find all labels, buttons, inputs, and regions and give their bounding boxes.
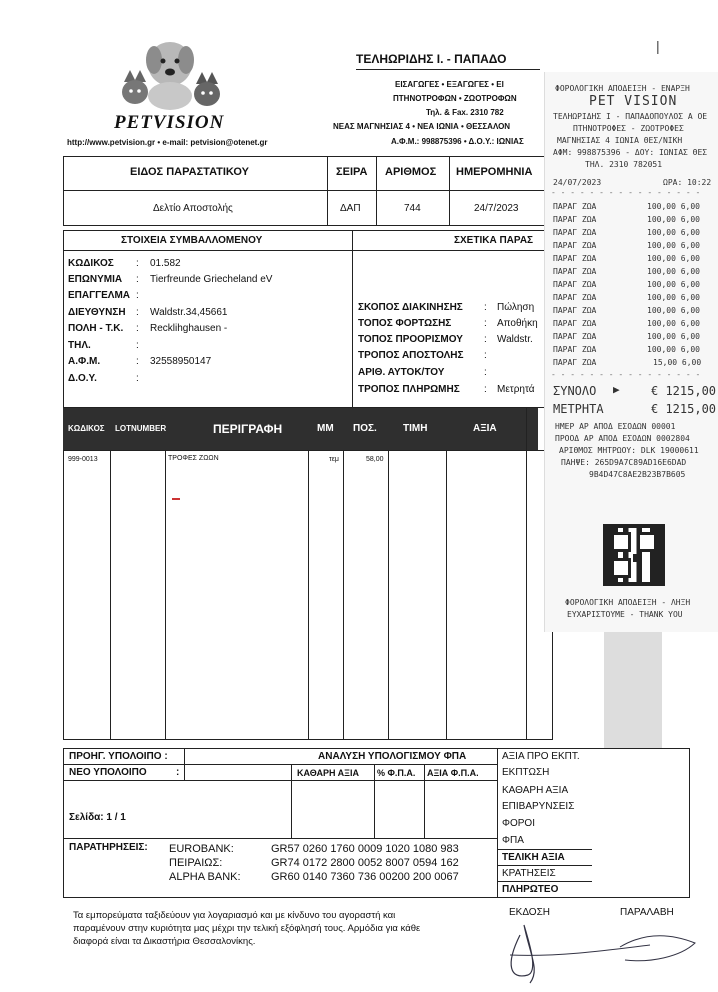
receipt-date: 24/07/2023	[553, 178, 602, 187]
col-value-header: ΑΞΙΑ	[473, 423, 497, 434]
customer-phone-label: ΤΗΛ.	[68, 340, 91, 351]
receipt-total-value: € 1215,00	[651, 384, 717, 398]
list-item: ΠΑΡΑΓ ΖΩΑ 100,00 6,00	[553, 215, 700, 224]
customer-city-label: ΠΟΛΗ - Τ.Κ.	[68, 323, 124, 334]
related-purpose-value: Πώληση	[497, 302, 535, 313]
receipt-time: ΩΡΑ: 10:22	[663, 178, 712, 187]
customer-code-label: ΚΩΔΙΚΟΣ	[68, 258, 114, 269]
fiscal-receipt: ΦΟΡΟΛΟΓΙΚΗ ΑΠΟΔΕΙΞΗ - ΕΝΑΡΞΗ PET VISION ΤΕΛΗΩΡΙΔΗΣ Ι - ΠΑΠΑΔΟΠΟΥΛΟΣ Α ΟΕ ΠΤΗΝΟΤΡΟΦΕΣ - ΖΩΟΤΡΟΦΕΣ ΜΑΓΝΗΣΙΑΣ 4 ΙΩΝΙΑ ΘΕΣ/ΝΙΚΗ ΑΦΜ: 998875396 - ΔΟΥ: ΙΩΝΙΑΣ ΘΕΣ ΤΗΛ. 2310 782051 24/07/2023 ΩΡΑ: 10:22 - - - - - - - - - - - - - - - - ΠΑΡΑΓ ΖΩΑ 100,00 6,00 ΠΑΡΑΓ ΖΩΑ 100,00 6,00 ΠΑΡΑΓ ΖΩΑ 100,00 6,00 ΠΑΡΑΓ ΖΩΑ 100,00 6,00 ΠΑΡΑΓ ΖΩΑ 100,00 6,00 ΠΑΡΑΓ ΖΩΑ 100,00 6,00 ΠΑΡΑΓ ΖΩΑ 100,00 6,00 ΠΑΡΑΓ ΖΩΑ 100,00 6,00 ΠΑΡΑΓ ΖΩΑ 100,00 6,00 ΠΑΡΑΓ ΖΩΑ 100,00 6,00 ΠΑΡΑΓ ΖΩΑ 100,00 6,00 ΠΑΡΑΓ ΖΩΑ 100,00 6,00 ΠΑΡΑΓ ΖΩΑ 15,00 6,00 - - - - - - - - - - - - - - - - ΣΥΝΟΛΟ ▶ € 1215,00 ΜΕΤΡΗΤΑ € 1215,00 ΗΜΕΡ ΑΡ ΑΠΟΔ ΕΣΟΔΩΝ 00001 ΠΡΟΟΔ ΑΡ ΑΠΟΔ ΕΣΟΔΩΝ 0002804 ΑΡΙΘΜΟΣ ΜΗΤΡΩΟΥ: DLK 19000611 ΠΑΗΨΕ: 265D9A7C89AD16E6DAD 9B4D47C8AE2B23B7B605 ΦΟΡΟΛΟΓΙΚΗ ΑΠΟΔΕΙΞΗ - ΛΗΞΗ ΕΥΧΑΡΙΣΤΟΥΜΕ - THANK YOU	[544, 72, 718, 632]
total-label: ΤΕΛΙΚΗ ΑΞΙΑ	[502, 852, 565, 863]
vat-title: ΑΝΑΛΥΣΗ ΥΠΟΛΟΓΙΣΜΟΥ ΦΠΑ	[318, 751, 467, 762]
doc-type-label: ΕΙΔΟΣ ΠΑΡΑΣΤΑΤΙΚΟΥ	[130, 166, 249, 178]
receipt-total-label: ΣΥΝΟΛΟ	[553, 384, 597, 398]
related-loading-value: Αποθήκη	[497, 318, 538, 329]
customer-profession-label: ΕΠΑΓΓΕΛΜΑ	[68, 290, 131, 301]
remarks-label: ΠΑΡΑΤΗΡΗΣΕΙΣ:	[69, 842, 148, 853]
doc-series-label: ΣΕΙΡΑ	[336, 166, 368, 178]
list-item: ΠΑΡΑΓ ΖΩΑ 100,00 6,00	[553, 202, 700, 211]
receipt-fiscal-1: ΗΜΕΡ ΑΡ ΑΠΟΔ ΕΣΟΔΩΝ 00001	[555, 422, 676, 431]
list-item: ΠΑΡΑΓ ΖΩΑ 100,00 6,00	[553, 241, 700, 250]
total-label: ΕΠΙΒΑΡΥΝΣΕΙΣ	[502, 801, 575, 812]
total-label: ΕΚΠΤΩΣΗ	[502, 767, 550, 778]
customer-afm-value: 32558950147	[150, 356, 212, 367]
receipt-cash-label: ΜΕΤΡΗΤΑ	[553, 402, 604, 416]
col-desc-header: ΠΕΡΙΓΡΑΦΗ	[213, 422, 283, 436]
list-item: ΠΑΡΑΓ ΖΩΑ 100,00 6,00	[553, 345, 700, 354]
receipt-header: ΦΟΡΟΛΟΓΙΚΗ ΑΠΟΔΕΙΞΗ - ΕΝΑΡΞΗ	[555, 84, 690, 93]
customer-code-value: 01.582	[150, 258, 181, 269]
page-number: Σελίδα: 1 / 1	[69, 812, 126, 823]
company-line-2: ΠΤΗΝΟΤΡΟΦΩΝ • ΖΩΟΤΡΟΦΩΝ	[393, 94, 517, 103]
customer-city-value: Recklihghausen -	[150, 323, 228, 334]
receipt-fiscal-5: 9B4D47C8AE2B23B7B605	[589, 470, 686, 479]
bank-name: ΠΕΙΡΑΙΩΣ:	[169, 857, 223, 869]
receipt-arrow-icon: ▶	[613, 383, 620, 396]
signature	[500, 905, 715, 985]
list-item: ΠΑΡΑΓ ΖΩΑ 15,00 6,00	[553, 358, 702, 367]
col-unit-header: ΜΜ	[317, 423, 334, 434]
row-unit: τεμ	[329, 456, 339, 463]
bank-name: ALPHA BANK:	[169, 871, 241, 883]
related-title: ΣΧΕΤΙΚΑ ΠΑΡΑΣ	[454, 235, 534, 246]
receipt-fiscal-4: ΠΑΗΨΕ: 265D9A7C89AD16E6DAD	[561, 458, 687, 467]
total-label: ΑΞΙΑ ΠΡΟ ΕΚΠΤ.	[502, 751, 580, 762]
list-item: ΠΑΡΑΓ ΖΩΑ 100,00 6,00	[553, 280, 700, 289]
related-purpose-label: ΣΚΟΠΟΣ ΔΙΑΚΙΝΗΣΗΣ	[358, 302, 463, 313]
row-qty: 58,00	[366, 456, 384, 463]
receipt-fiscal-2: ΠΡΟΟΔ ΑΡ ΑΠΟΔ ΕΣΟΔΩΝ 0002804	[555, 434, 690, 443]
doc-date-label: ΗΜΕΡΟΜΗΝΙΑ	[456, 166, 533, 178]
company-web-email: http://www.petvision.gr • e-mail: petvision@otenet.gr	[67, 138, 268, 147]
col-qty-header: ΠΟΣ.	[353, 423, 377, 434]
doc-type-value: Δελτίο Αποστολής	[153, 203, 233, 214]
receive-label: ΠΑΡΑΛΑΒΗ	[620, 907, 674, 918]
list-item: ΠΑΡΑΓ ΖΩΑ 100,00 6,00	[553, 332, 700, 341]
customer-afm-label: Α.Φ.Μ.	[68, 356, 101, 367]
related-payment-value: Μετρητά	[497, 384, 535, 395]
related-destination-label: ΤΟΠΟΣ ΠΡΟΟΡΙΣΜΟΥ	[358, 334, 463, 345]
disclaimer-line-2: παραμένουν στην κυριότητα μας μέχρι την τελική εξόφλησή τους. Αρμόδια για κάθε	[73, 923, 421, 934]
list-item: ΠΑΡΑΓ ΖΩΑ 100,00 6,00	[553, 228, 700, 237]
receipt-line-5: ΤΗΛ. 2310 782051	[585, 160, 663, 169]
list-item: ΠΑΡΑΓ ΖΩΑ 100,00 6,00	[553, 293, 700, 302]
total-label: ΦΠΑ	[502, 835, 524, 846]
list-item: ΠΑΡΑΓ ΖΩΑ 100,00 6,00	[553, 254, 700, 263]
customer-address-label: ΔΙΕΥΘΥΝΣΗ	[68, 307, 126, 318]
doc-series-value: ΔΑΠ	[340, 203, 361, 214]
company-line-3: Τηλ. & Fax. 2310 782	[426, 108, 504, 117]
receipt-line-2: ΠΤΗΝΟΤΡΟΦΕΣ - ΖΩΟΤΡΟΦΕΣ	[573, 124, 684, 133]
list-item: ΠΑΡΑΓ ΖΩΑ 100,00 6,00	[553, 306, 700, 315]
company-line-5: Α.Φ.Μ.: 998875396 • Δ.Ο.Υ.: ΙΩΝΙΑΣ	[391, 137, 524, 146]
receipt-line-1: ΤΕΛΗΩΡΙΔΗΣ Ι - ΠΑΠΑΔΟΠΟΥΛΟΣ Α ΟΕ	[553, 112, 708, 121]
list-item: ΠΑΡΑΓ ΖΩΑ 100,00 6,00	[553, 267, 700, 276]
customer-title: ΣΤΟΙΧΕΙΑ ΣΥΜΒΑΛΛΟΜΕΝΟΥ	[121, 235, 263, 246]
receipt-end-1: ΦΟΡΟΛΟΓΙΚΗ ΑΠΟΔΕΙΞΗ - ΛΗΞΗ	[565, 598, 691, 607]
related-payment-label: ΤΡΟΠΟΣ ΠΛΗΡΩΜΗΣ	[358, 384, 460, 395]
page-corner-mark: |	[656, 38, 660, 54]
bank-iban: GR74 0172 2800 0052 8007 0594 162	[271, 857, 459, 869]
new-balance-colon: :	[176, 767, 180, 778]
customer-address-value: Waldstr.34,45661	[150, 307, 228, 318]
total-label: ΚΑΘΑΡΗ ΑΞΙΑ	[502, 785, 569, 796]
qr-code-icon	[603, 524, 665, 586]
vat-net-col: ΚΑΘΑΡΗ ΑΞΙΑ	[297, 768, 359, 778]
disclaimer-line-1: Τα εμπορεύματα ταξιδεύουν για λογαριασμό και με κίνδυνο του αγοραστή και	[73, 910, 396, 921]
receipt-line-4: ΑΦΜ: 998875396 - ΔΟΥ: ΙΩΝΙΑΣ ΘΕΣ	[553, 148, 708, 157]
related-destination-value: Waldstr.	[497, 334, 533, 345]
receipt-end-2: ΕΥΧΑΡΙΣΤΟΥΜΕ - THANK YOU	[567, 610, 683, 619]
list-item: ΠΑΡΑΓ ΖΩΑ 100,00 6,00	[553, 319, 700, 328]
total-label: ΦΟΡΟΙ	[502, 818, 535, 829]
red-mark	[172, 498, 180, 500]
row-code: 999-0013	[68, 456, 98, 463]
prev-balance-label: ΠΡΟΗΓ. ΥΠΟΛΟΙΠΟ :	[69, 751, 168, 762]
doc-number-label: ΑΡΙΘΜΟΣ	[385, 166, 437, 178]
total-label: ΠΛΗΡΩΤΕΟ	[502, 884, 559, 895]
new-balance-label: ΝΕΟ ΥΠΟΛΟΙΠΟ	[69, 767, 147, 778]
company-name: ΤΕΛΗΩΡΙΔΗΣ Ι. - ΠΑΠΑΔΟ	[356, 52, 507, 66]
company-line-4: ΝΕΑΣ ΜΑΓΝΗΣΙΑΣ 4 • ΝΕΑ ΙΩΝΙΑ • ΘΕΣΣΑΛΟΝ	[333, 122, 511, 131]
receipt-line-3: ΜΑΓΝΗΣΙΑΣ 4 ΙΩΝΙΑ ΘΕΣ/ΝΙΚΗ	[557, 136, 683, 145]
related-shipping-label: ΤΡΟΠΟΣ ΑΠΟΣΤΟΛΗΣ	[358, 350, 464, 361]
company-line-1: ΕΙΣΑΓΩΓΕΣ • ΕΞΑΓΩΓΕΣ • ΕΙ	[395, 80, 504, 89]
col-lot-header: LOTNUMBER	[115, 424, 167, 433]
related-vehicle-label: ΑΡΙΘ. ΑΥΤΟΚ/ΤΟΥ	[358, 367, 445, 378]
vat-pct-col: % Φ.Π.Α.	[377, 768, 416, 778]
receipt-divider: - - - - - - - - - - - - - - - -	[551, 188, 701, 197]
receipt-shadow	[604, 632, 662, 748]
disclaimer-line-3: διαφορά είναι τα Δικαστήρια Θεσσαλονίκης.	[73, 936, 256, 947]
col-code-header: ΚΩΔΙΚΟΣ	[68, 424, 105, 433]
bank-iban: GR57 0260 1760 0009 1020 1080 983	[271, 843, 459, 855]
receipt-brand: PET VISION	[589, 94, 678, 109]
customer-doy-label: Δ.Ο.Υ.	[68, 373, 97, 384]
row-desc: ΤΡΟΦΕΣ ΖΩΩΝ	[168, 455, 219, 462]
doc-date-value: 24/7/2023	[474, 203, 519, 214]
issue-label: ΕΚΔΟΣΗ	[509, 907, 550, 918]
related-loading-label: ΤΟΠΟΣ ΦΟΡΤΩΣΗΣ	[358, 318, 452, 329]
bank-name: EUROBANK:	[169, 843, 234, 855]
vat-value-col: ΑΞΙΑ Φ.Π.Α.	[427, 768, 479, 778]
doc-number-value: 744	[404, 203, 421, 214]
receipt-fiscal-3: ΑΡΙΘΜΟΣ ΜΗΤΡΩΟΥ: DLK 19000611	[559, 446, 699, 455]
bank-iban: GR60 0140 7360 736 00200 200 0067	[271, 871, 459, 883]
customer-name-label: ΕΠΩΝΥΜΙΑ	[68, 274, 123, 285]
receipt-cash-value: € 1215,00	[651, 402, 717, 416]
total-label: ΚΡΑΤΗΣΕΙΣ	[502, 868, 556, 879]
logo-wordmark: PETVISION	[114, 112, 225, 133]
col-price-header: ΤΙΜΗ	[403, 423, 428, 434]
customer-name-value: Tierfreunde Griecheland eV	[150, 274, 273, 285]
